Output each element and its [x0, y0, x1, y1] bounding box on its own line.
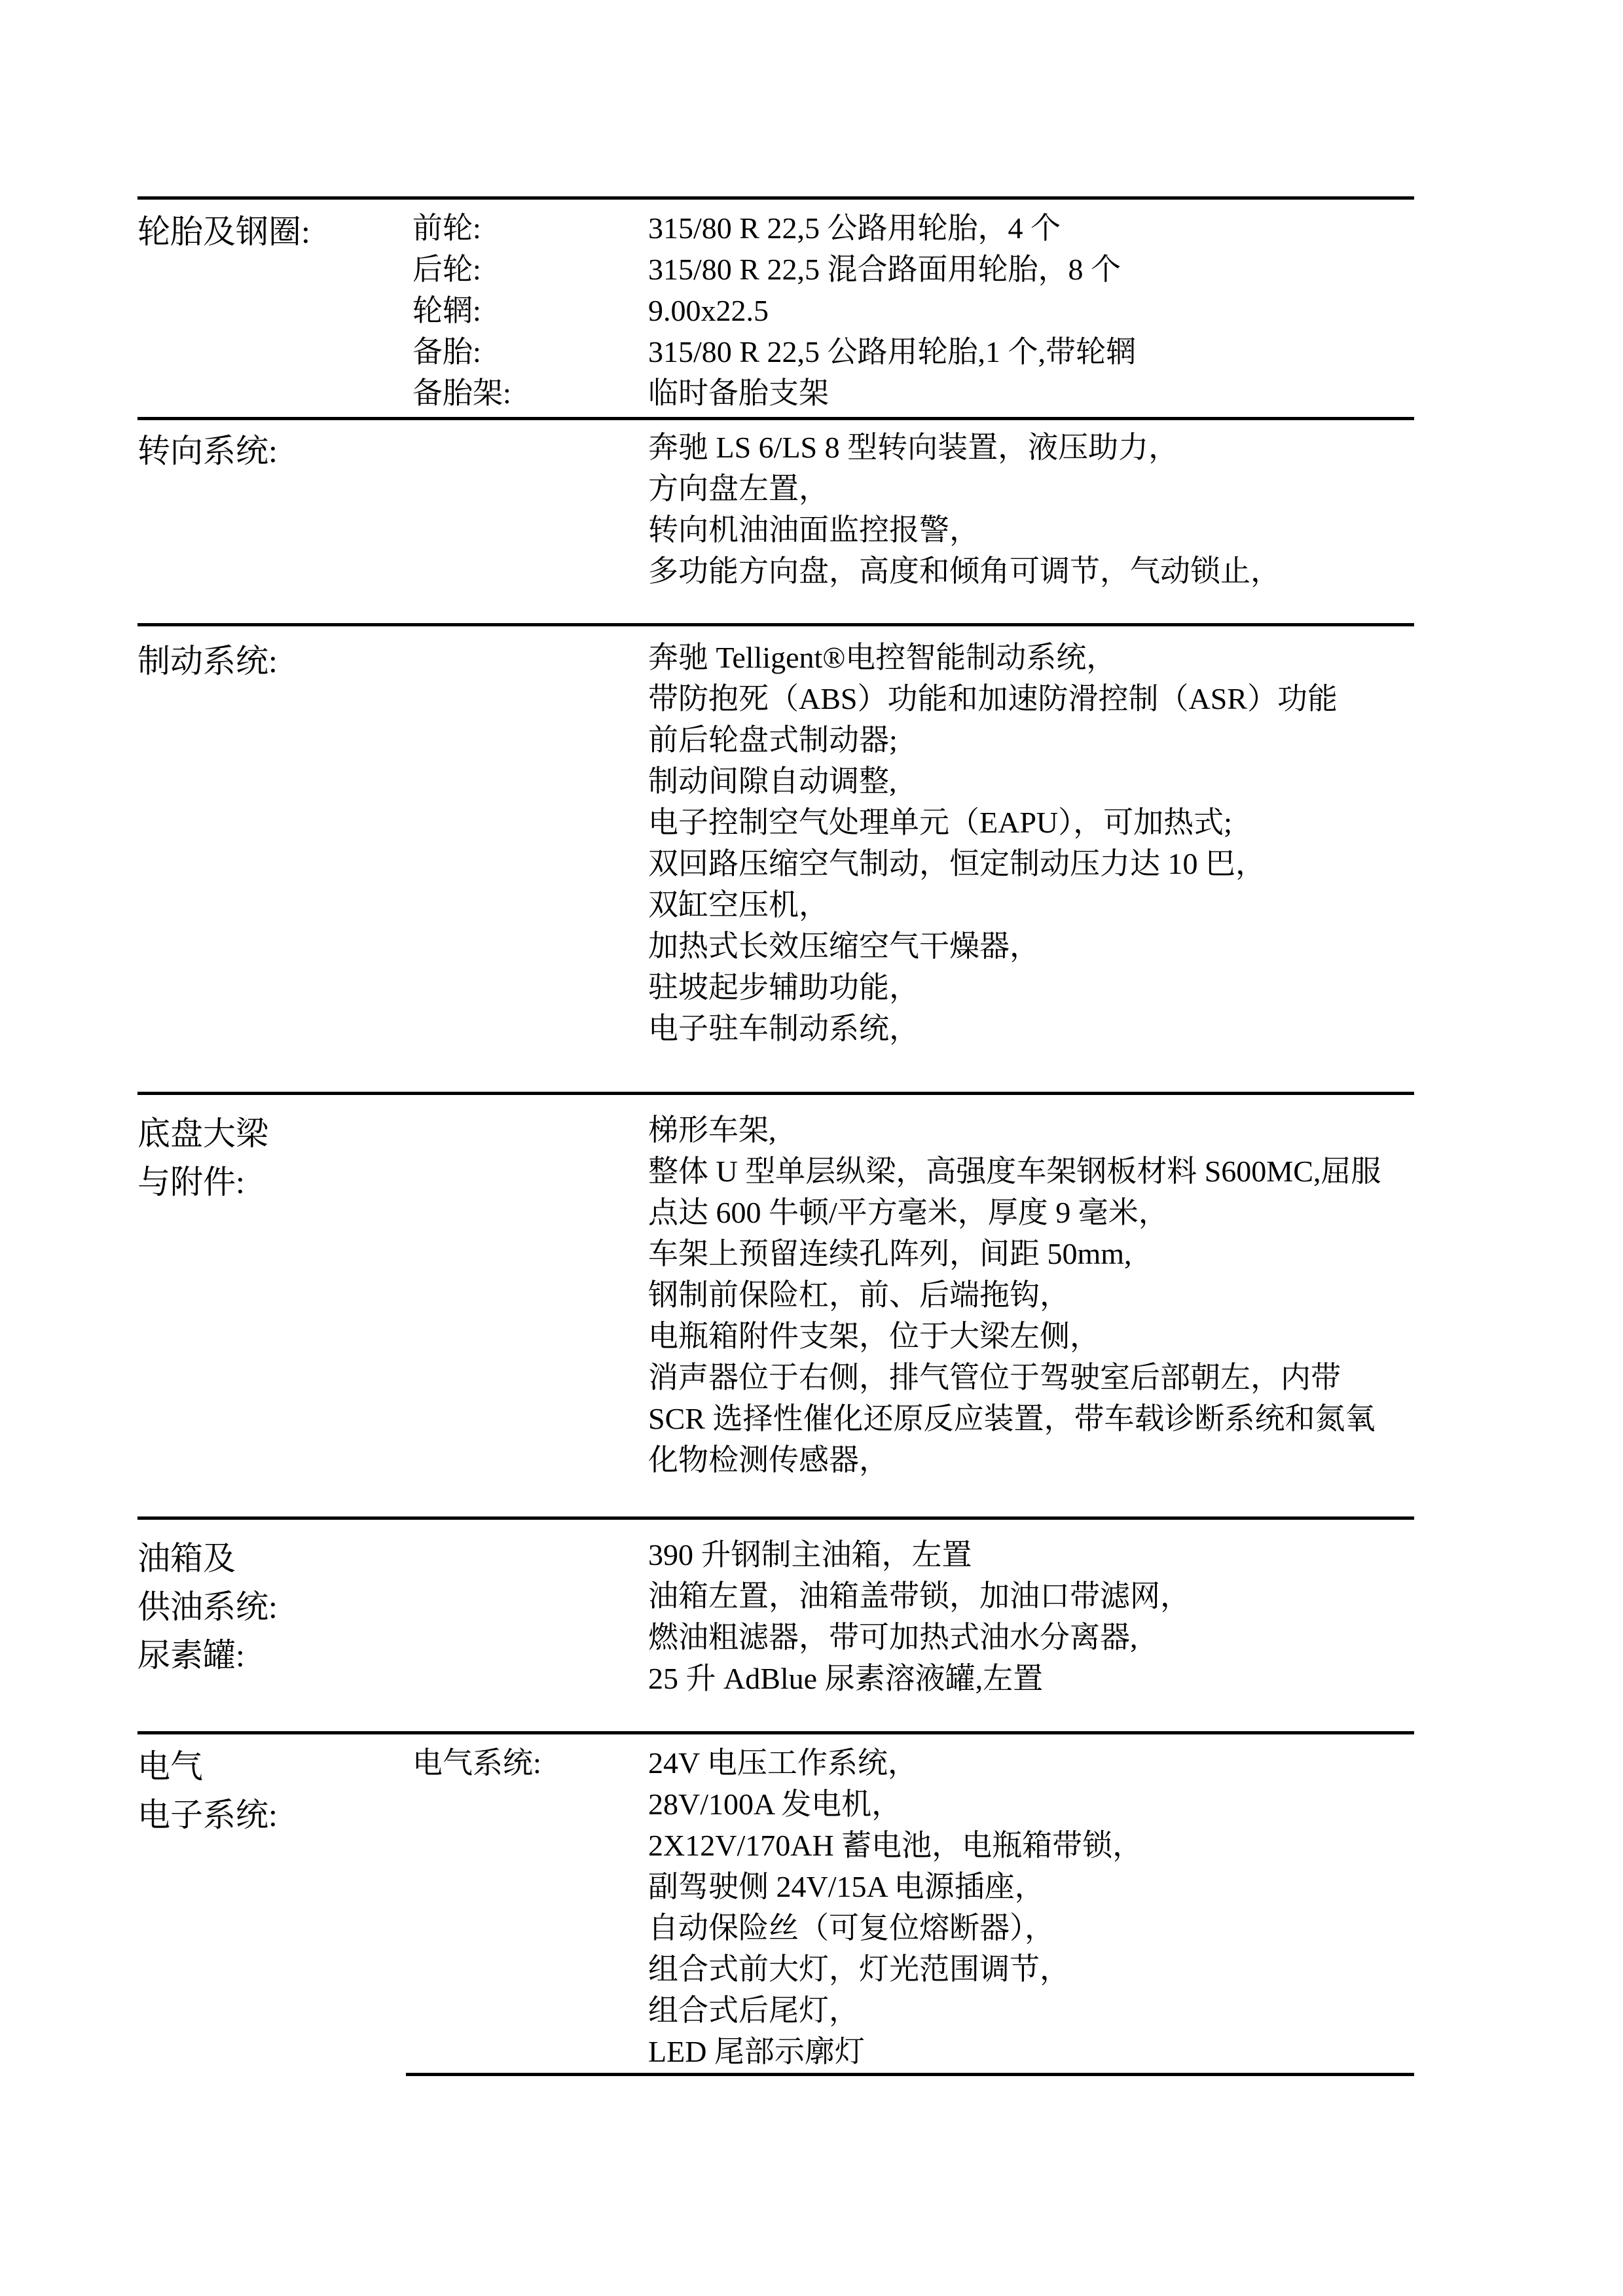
- value-line: 消声器位于右侧，排气管位于驾驶室后部朝左，内带: [648, 1361, 1341, 1394]
- value-line: 315/80 R 22,5 公路用轮胎，4 个: [648, 211, 1061, 245]
- section-sublabel-column: [412, 1742, 648, 1784]
- section-label-line: 供油系统:: [137, 1588, 278, 1625]
- section-value-column: [648, 207, 1136, 414]
- section-label-column: [137, 1742, 412, 1839]
- spec-section-steering-system: [137, 417, 1414, 623]
- value-line: 方向盘左置，: [648, 472, 829, 505]
- value-line: 加热式长效压缩空气干燥器，: [648, 929, 1040, 963]
- sub-label-line: 轮辋:: [412, 294, 481, 327]
- spec-section-chassis-frame-and-attachments: [137, 1092, 1414, 1516]
- sub-label-line: 前轮:: [412, 211, 481, 245]
- value-line: 多功能方向盘，高度和倾角可调节，气动锁止，: [648, 554, 1281, 588]
- section-value-column: [648, 1742, 1142, 2072]
- section-value-column: [648, 637, 1338, 1049]
- sub-label-line: 备胎架:: [412, 376, 511, 410]
- value-line: 24V 电压工作系统，: [648, 1746, 918, 1780]
- spec-section-braking-system: [137, 623, 1414, 1092]
- spec-section-fuel-tank-and-urea: [137, 1516, 1414, 1731]
- section-value-column: [648, 1109, 1381, 1480]
- section-label-line: 与附件:: [137, 1164, 245, 1200]
- value-line: 2X12V/170AH 蓄电池，电瓶箱带锁，: [648, 1829, 1143, 1862]
- section-label-line: 电气: [137, 1748, 203, 1785]
- value-line: 315/80 R 22,5 公路用轮胎,1 个,带轮辋: [648, 335, 1136, 368]
- value-line: 燃油粗滤器，带可加热式油水分离器,: [648, 1621, 1138, 1654]
- value-line: LED 尾部示廓灯: [648, 2035, 865, 2068]
- value-line: 临时备胎支架: [648, 376, 829, 410]
- value-line: 自动保险丝（可复位熔断器），: [648, 1911, 1055, 1945]
- section-label-column: [137, 427, 412, 475]
- value-line: 28V/100A 发电机，: [648, 1787, 902, 1821]
- sub-label-line: 备胎:: [412, 335, 481, 368]
- value-line: 双缸空压机，: [648, 888, 829, 922]
- value-line: 钢制前保险杠，前、后端拖钩，: [648, 1278, 1070, 1312]
- section-sublabel-column: [412, 207, 648, 414]
- value-line: 整体 U 型单层纵梁，高强度车架钢板材料 S600MC,屈服: [648, 1155, 1381, 1188]
- value-line: 组合式前大灯，灯光范围调节，: [648, 1952, 1070, 1986]
- section-label-line: 转向系统:: [137, 433, 278, 469]
- value-line: 电子控制空气处理单元（EAPU），可加热式;: [648, 806, 1232, 839]
- value-line: 双回路压缩空气制动，恒定制动压力达 10 巴，: [648, 847, 1266, 880]
- value-line: 油箱左置，油箱盖带锁，加油口带滤网，: [648, 1579, 1190, 1613]
- value-line: 315/80 R 22,5 混合路面用轮胎，8 个: [648, 253, 1121, 286]
- section-value-column: [648, 427, 1281, 592]
- section-value-column: [648, 1534, 1190, 1699]
- value-line: 电子驻车制动系统，: [648, 1012, 919, 1045]
- value-line: 制动间隙自动调整,: [648, 764, 897, 798]
- sub-label-line: 电气系统:: [412, 1746, 541, 1780]
- value-line: 前后轮盘式制动器;: [648, 723, 898, 757]
- value-line: 电瓶箱附件支架，位于大梁左侧，: [648, 1319, 1100, 1353]
- section-label-line: 轮胎及钢圈:: [137, 213, 310, 250]
- section-label-line: 底盘大梁: [137, 1115, 268, 1152]
- value-line: 梯形车架,: [648, 1113, 776, 1147]
- section-label-line: 制动系统:: [137, 643, 278, 679]
- section-label-column: [137, 1109, 412, 1206]
- value-line: 点达 600 牛顿/平方毫米，厚度 9 毫米，: [648, 1196, 1169, 1229]
- spec-table: [137, 196, 1414, 2076]
- value-line: 副驾驶侧 24V/15A 电源插座，: [648, 1870, 1045, 1903]
- section-label-column: [137, 637, 412, 685]
- section-label-line: 油箱及: [137, 1540, 236, 1577]
- spec-section-tires-and-rims: [137, 196, 1414, 417]
- section-label-column: [137, 207, 412, 256]
- value-line: 驻坡起步辅助功能，: [648, 971, 919, 1004]
- value-line: SCR 选择性催化还原反应装置，带车载诊断系统和氮氧: [648, 1402, 1376, 1435]
- value-line: 25 升 AdBlue 尿素溶液罐,左置: [648, 1662, 1044, 1695]
- value-line: 奔驰 LS 6/LS 8 型转向装置，液压助力，: [648, 431, 1179, 464]
- value-line: 9.00x22.5: [648, 294, 769, 327]
- value-line: 组合式后尾灯，: [648, 1994, 859, 2027]
- sub-label-line: 后轮:: [412, 253, 481, 286]
- section-label-column: [137, 1534, 412, 1679]
- spec-section-electrical-electronic-systems: [137, 1731, 1414, 2073]
- value-line: 390 升钢制主油箱，左置: [648, 1538, 972, 1571]
- section-label-line: 电子系统:: [137, 1797, 278, 1833]
- value-line: 带防抱死（ABS）功能和加速防滑控制（ASR）功能: [648, 682, 1338, 715]
- value-line: 化物检测传感器，: [648, 1443, 889, 1477]
- value-line: 奔驰 Telligent®电控智能制动系统，: [648, 641, 1117, 674]
- table-bottom-rule: [406, 2073, 1414, 2076]
- value-line: 转向机油油面监控报警，: [648, 513, 979, 547]
- value-line: 车架上预留连续孔阵列，间距 50mm,: [648, 1237, 1132, 1270]
- section-label-line: 尿素罐:: [137, 1637, 245, 1674]
